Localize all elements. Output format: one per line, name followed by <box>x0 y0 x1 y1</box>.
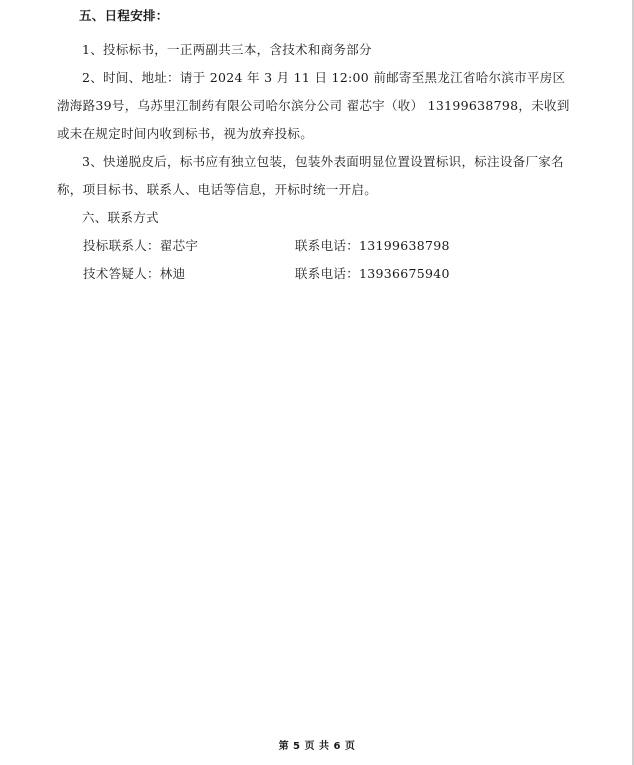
contact-row-bidding <box>57 232 577 260</box>
paragraph-bid-documents: 1、投标标书，一正两副共三本，含技术和商务部分 <box>82 42 372 57</box>
technical-contact-phone: 联系电话：13936675940 <box>295 266 450 281</box>
contact-row-technical <box>57 260 577 288</box>
paragraph-time-address: 2、时间、地址：请于 2024 年 3 月 11 日 12:00 前邮寄至黑龙江省哈尔滨市平房区渤海路39号，乌苏里江制药有限公司哈尔滨分公司 翟芯宇（收） 13199638798，未收到或未在规定时间内收到标书，视为放弃投标。 <box>57 70 570 141</box>
paragraph-packaging: 3、快递脱皮后，标书应有独立包装，包装外表面明显位置设置标识，标注设备厂家名称，项目标书、联系人、电话等信息，开标时统一开启。 <box>57 154 564 197</box>
section-heading-contacts: 六、联系方式 <box>82 210 159 225</box>
page-footer: 第 5 页 共 6 页 <box>278 741 356 752</box>
document-body <box>57 7 577 288</box>
section-heading-schedule: 五、日程安排： <box>79 8 169 23</box>
technical-contact-person: 技术答疑人：林迪 <box>83 266 186 281</box>
bidding-contact-person: 投标联系人：翟芯宇 <box>83 238 199 253</box>
bidding-contact-phone: 联系电话：13199638798 <box>295 238 450 253</box>
